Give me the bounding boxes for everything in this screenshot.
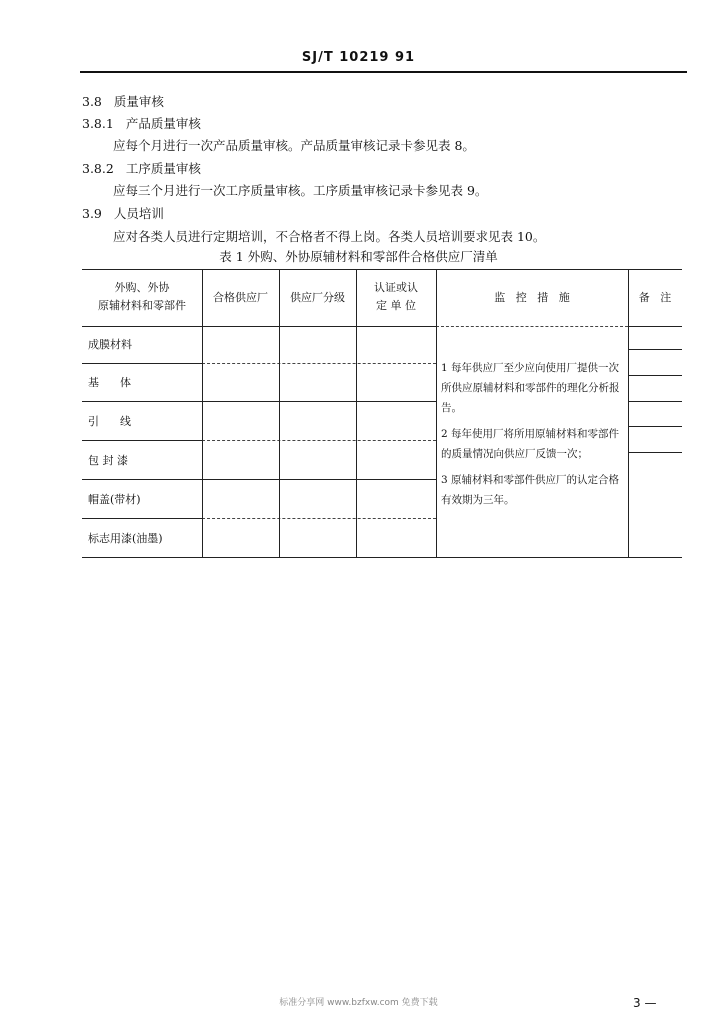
- row-label-coating-varnish: 包 封 漆: [88, 454, 128, 467]
- row-label-marking-ink: 标志用漆(油墨): [88, 532, 163, 545]
- table-bottom-rule: [82, 557, 682, 558]
- measure-item: 3 原辅材料和零部件供应厂的认定合格有效期为三年。: [441, 474, 620, 506]
- paragraph-product-audit: 应每个月进行一次产品质量审核。产品质量审核记录卡参见表 8。: [113, 138, 475, 153]
- section-number: 3.9: [82, 206, 102, 221]
- paragraph-training: 应对各类人员进行定期培训，不合格者不得上岗。各类人员培训要求见表 10。: [113, 229, 546, 244]
- standard-code: SJ/T 10219 91: [301, 50, 416, 65]
- measure-item: 1 每年供应厂至少应向使用厂提供一次所供应原辅材料和零部件的理化分析报告。: [441, 362, 620, 414]
- header-material-line2: 原辅材料和零部件: [98, 299, 186, 312]
- row-rule-dashed: [202, 440, 436, 441]
- measure-item: 2 每年使用厂将所用原辅材料和零部件的质量情况向供应厂反馈一次；: [441, 428, 620, 460]
- remark-rule: [628, 401, 682, 402]
- footer-watermark: 标准分享网 www.bzfxw.com 免费下载: [279, 998, 438, 1008]
- row-label-lead-wire: 引 线: [88, 415, 131, 428]
- row-label-cap: 帽盖(带材): [88, 493, 141, 506]
- header-certifier-line1: 认证或认: [374, 281, 418, 294]
- header-bottom-rule: [82, 326, 436, 327]
- row-label-film-material: 成膜材料: [88, 338, 132, 351]
- section-number: 3.8: [82, 94, 102, 109]
- paragraph-process-audit: 应每三个月进行一次工序质量审核。工序质量审核记录卡参见表 9。: [113, 183, 488, 198]
- section-title: 质量审核: [113, 94, 164, 109]
- col-rule: [202, 269, 203, 557]
- table-top-rule: [82, 269, 682, 270]
- col-rule: [279, 269, 280, 557]
- control-measures-text: [441, 358, 627, 516]
- row-label-substrate: 基 体: [88, 376, 131, 389]
- section-title: 人员培训: [113, 206, 164, 221]
- section-number: 3.8.1: [82, 116, 114, 131]
- header-control-measures: 监 控 措 施: [494, 291, 570, 304]
- row-rule: [82, 479, 436, 480]
- header-material: [82, 279, 202, 315]
- table-title: 表 1 外购、外协原辅材料和零部件合格供应厂清单: [219, 249, 498, 264]
- header-bottom-rule-dashed: [436, 326, 628, 327]
- col-rule: [436, 269, 437, 557]
- row-rule: [82, 363, 202, 364]
- row-rule: [82, 401, 436, 402]
- header-qualified-supplier: 合格供应厂: [213, 291, 268, 304]
- section-title: 工序质量审核: [125, 161, 201, 176]
- section-number: 3.8.2: [82, 161, 114, 176]
- header-remarks: 备 注: [638, 291, 672, 304]
- row-rule-dashed: [202, 363, 436, 364]
- header-certifier-line2: 定 单 位: [376, 299, 416, 312]
- header-supplier-grade: 供应厂分级: [290, 291, 345, 304]
- header-material-line1: 外购、外协: [114, 281, 170, 294]
- row-rule-dashed: [202, 518, 436, 519]
- row-rule: [82, 440, 202, 441]
- remark-rule: [628, 426, 682, 427]
- remark-rule: [628, 349, 682, 350]
- header-certifier: [356, 279, 436, 315]
- remark-rule: [628, 375, 682, 376]
- page-number: 3 —: [633, 996, 657, 1010]
- section-title: 产品质量审核: [125, 116, 201, 131]
- row-rule: [82, 518, 202, 519]
- remark-rule: [628, 326, 682, 327]
- remark-rule: [628, 452, 682, 453]
- col-rule: [628, 269, 629, 557]
